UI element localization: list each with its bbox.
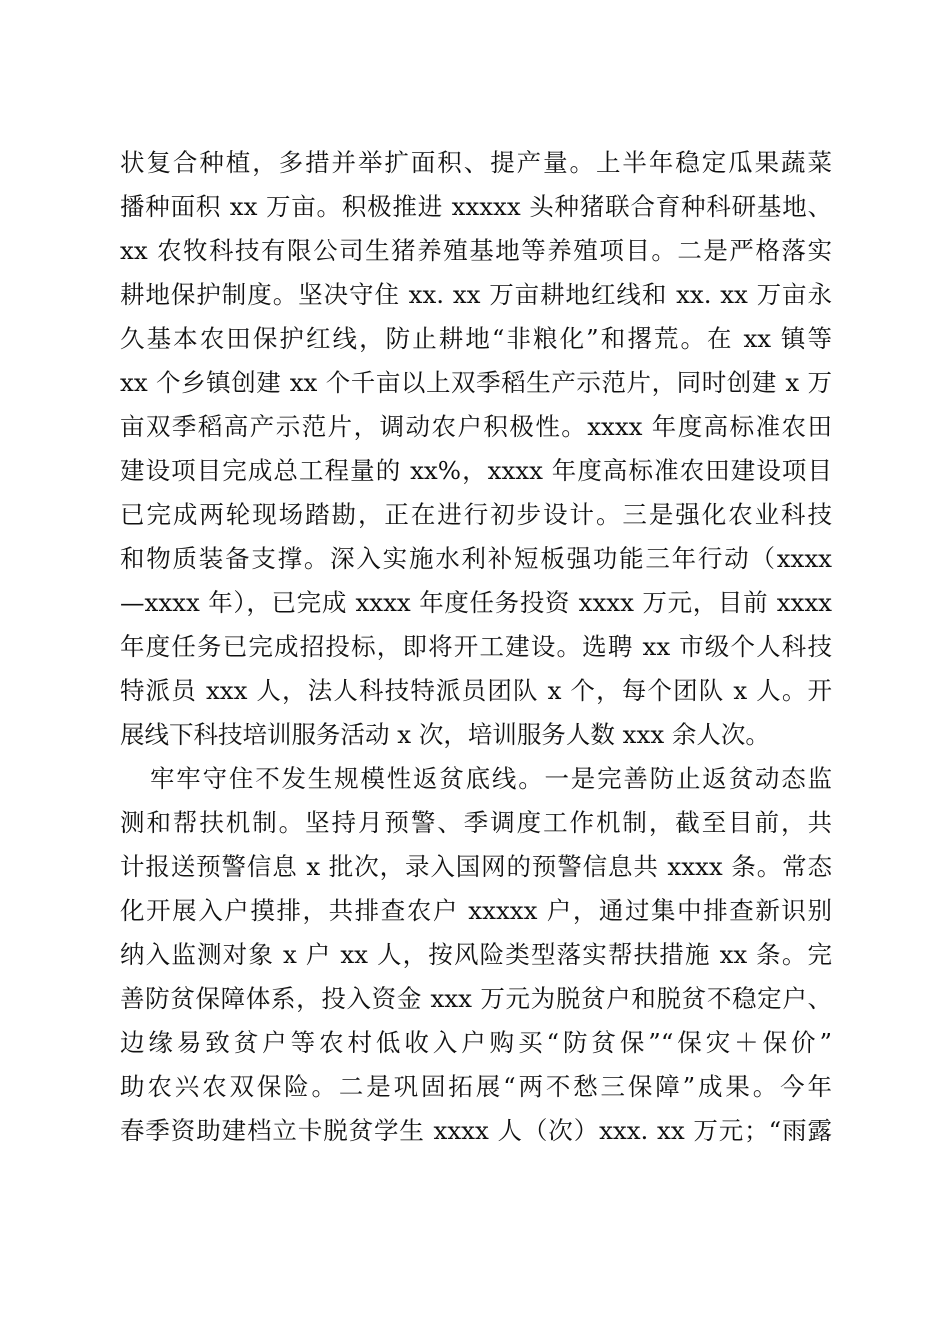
paragraph [120, 757, 832, 1153]
text-line: —xxxx 年），已完成 xxxx 年度任务投资 xxxx 万元，目前 xxxx [120, 588, 832, 617]
text-line: 计报送预警信息 x 批次，录入国网的预警信息共 xxxx 条。常态 [120, 852, 832, 881]
text-line: 边缘易致贫户等农村低收入户购买“防贫保”“保灾＋保价” [120, 1028, 832, 1057]
text-line: 建设项目完成总工程量的 xx%，xxxx 年度高标准农田建设项目 [120, 456, 832, 485]
paragraph [120, 141, 832, 757]
text-line: 化开展入户摸排，共排查农户 xxxxx 户，通过集中排查新识别 [120, 896, 832, 925]
text-line: 久基本农田保护红线，防止耕地“非粮化”和撂荒。在 xx 镇等 [120, 324, 832, 353]
body-text [120, 141, 832, 1153]
text-line: 已完成两轮现场踏勘，正在进行初步设计。三是强化农业科技 [120, 500, 832, 529]
text-line: 亩双季稻高产示范片，调动农户积极性。xxxx 年度高标准农田 [120, 412, 832, 441]
text-line: 和物质装备支撑。深入实施水利补短板强功能三年行动（xxxx [120, 544, 832, 573]
text-line: 春季资助建档立卡脱贫学生 xxxx 人（次）xxx. xx 万元；“雨露 [120, 1116, 832, 1145]
text-line: 展线下科技培训服务活动 x 次，培训服务人数 xxx 余人次。 [120, 720, 770, 749]
text-line: xx 农牧科技有限公司生猪养殖基地等养殖项目。二是严格落实 [120, 236, 832, 265]
text-line: 状复合种植，多措并举扩面积、提产量。上半年稳定瓜果蔬菜 [120, 148, 832, 177]
text-line: 善防贫保障体系，投入资金 xxx 万元为脱贫户和脱贫不稳定户、 [120, 984, 832, 1013]
text-line: 播种面积 xx 万亩。积极推进 xxxxx 头种猪联合育种科研基地、 [120, 192, 832, 221]
text-line: 助农兴农双保险。二是巩固拓展“两不愁三保障”成果。今年 [120, 1072, 832, 1101]
text-line: 纳入监测对象 x 户 xx 人，按风险类型落实帮扶措施 xx 条。完 [120, 940, 832, 969]
text-line: 牢牢守住不发生规模性返贫底线。一是完善防止返贫动态监 [150, 764, 832, 793]
text-line: 特派员 xxx 人，法人科技特派员团队 x 个，每个团队 x 人。开 [120, 676, 832, 705]
text-line: 年度任务已完成招投标，即将开工建设。选聘 xx 市级个人科技 [120, 632, 832, 661]
text-line: 耕地保护制度。坚决守住 xx. xx 万亩耕地红线和 xx. xx 万亩永 [120, 280, 832, 309]
text-line: 测和帮扶机制。坚持月预警、季调度工作机制，截至目前，共 [120, 808, 832, 837]
text-line: xx 个乡镇创建 xx 个千亩以上双季稻生产示范片，同时创建 x 万 [120, 368, 832, 397]
